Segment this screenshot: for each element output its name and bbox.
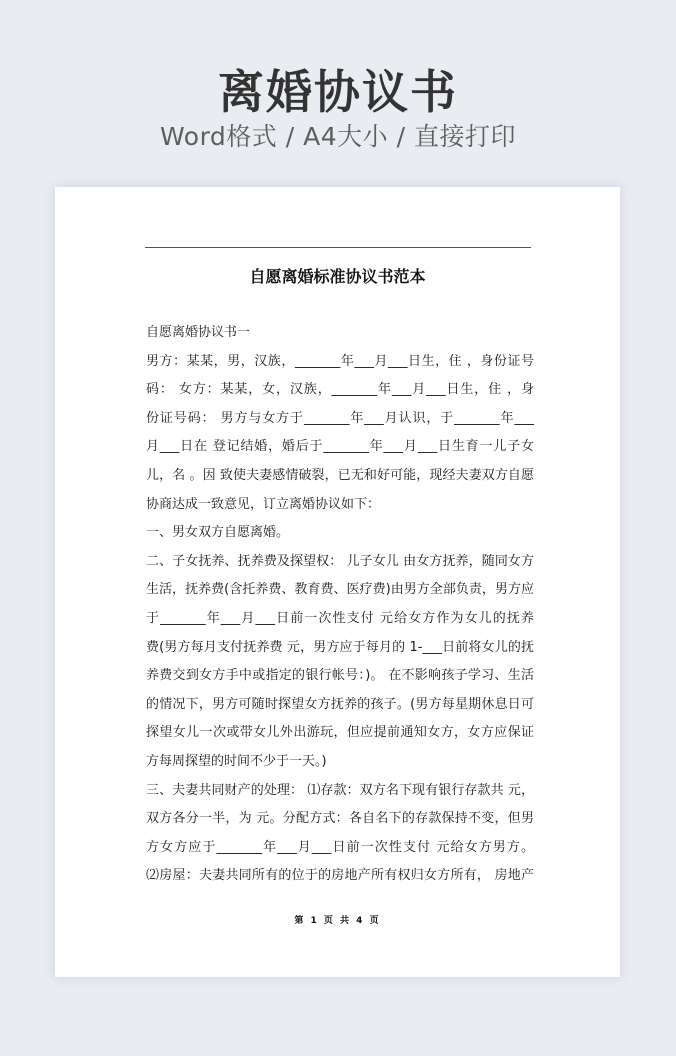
document-line: 自愿离婚协议书一 [146,325,251,340]
document-line: 二、子女抚养、抚养费及探望权： 儿子女儿 由女方抚养，随同女方 [146,553,534,569]
document-line: 份证号码： 男方与女方于_______年___月认识，于_______年___ [146,410,534,426]
document-line: 养费交到女方手中或指定的银行帐号：)。 在不影响孩子学习、生活 [146,668,534,684]
document-line: ⑵房屋：夫妻共同所有的位于的房地产所有权归女方所有， 房地产 [146,868,534,884]
document-line: 儿，名 。因 致使夫妻感情破裂，已无和好可能，现经夫妻双方自愿 [146,467,534,483]
document-line: 一、男女双方自愿离婚。 [146,525,290,541]
document-line: 方女方应于_______年___月___日前一次性支付 元给女方男方。 [146,839,534,855]
document-line: 于_______年___月___日前一次性支付 元给女方作为女儿的抚养 [146,610,534,626]
document-page [55,187,620,977]
hero-subtitle: Word格式 / A4大小 / 直接打印 [160,122,516,151]
document-line: 方每周探望的时间不少于一天。) [146,753,327,769]
document-line: 费(男方每月支付抚养费 元，男方应于每月的 1-___日前将女儿的抚 [146,639,534,655]
header-rule [145,247,531,248]
page-number: 第 1 页 共 4 页 [294,916,381,926]
document-line: 码： 女方：某某，女，汉族，_______年___月___日生，住 ，身 [146,382,534,398]
document-line: 探望女儿一次或带女儿外出游玩，但应提前通知女方，女方应保证 [146,725,534,741]
document-line: 双方各分一半，为 元。分配方式：各自名下的存款保持不变，但男 [146,811,534,827]
document-body [146,319,534,891]
document-line: 协商达成一致意见，订立离婚协议如下： [146,496,381,512]
document-line: 月___日在 登记结婚，婚后于_______年___月___日生育一儿子女 [146,439,534,455]
document-line: 三、夫妻共同财产的处理： ⑴存款：双方名下现有银行存款共 元， [146,782,534,798]
document-title: 自愿离婚标准协议书范本 [249,267,426,286]
document-line: 生活，抚养费(含托养费、教育费、医疗费)由男方全部负责，男方应 [146,582,534,598]
document-line: 的情况下，男方可随时探望女方抚养的孩子。(男方每星期休息日可 [146,696,534,712]
document-line: 男方：某某，男，汉族，_______年___月___日生，住 ，身份证号 [146,353,534,369]
hero-title: 离婚协议书 [218,65,458,119]
